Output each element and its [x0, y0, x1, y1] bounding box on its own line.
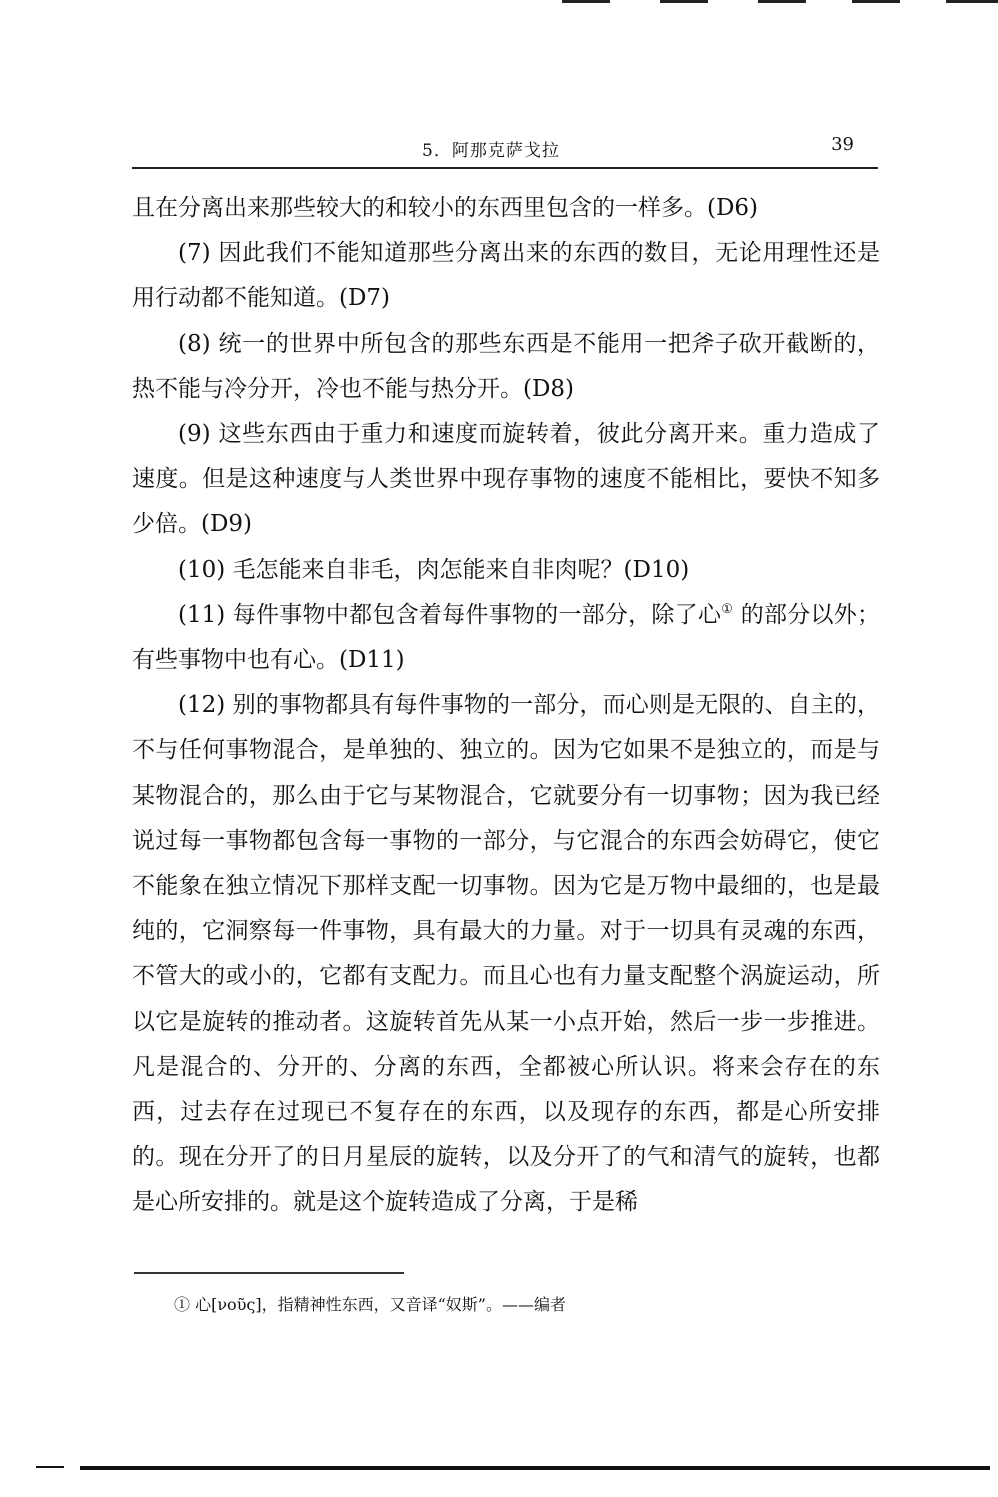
paragraph-9: (9) 这些东西由于重力和速度而旋转着，彼此分离开来。重力造成了速度。但是这种速度与人类世界中现存事物的速度不能相比，要快不知多少倍。(D9): [132, 421, 880, 538]
header-rule: [132, 167, 878, 169]
running-header: [132, 132, 878, 164]
body-text: [132, 186, 880, 1226]
top-scan-rule: [946, 0, 998, 3]
paragraph-11-text: (11) 每件事物中都包含着每件事物的一部分，除了心: [178, 601, 722, 628]
paragraph-continuation: 且在分离出来那些较大的和较小的东西里包含的一样多。(D6): [132, 195, 759, 221]
top-scan-rule: [660, 0, 708, 3]
paragraph-8: (8) 统一的世界中所包含的那些东西是不能用一把斧子砍开截断的，热不能与冷分开，冷也不能与热分开。(D8): [132, 330, 880, 402]
bottom-scan-rule: [80, 1466, 990, 1470]
chapter-title: 5．阿那克萨戈拉: [422, 141, 560, 161]
footnote-reference[interactable]: ①: [721, 601, 734, 617]
footnote: ① 心[νοῦς]，指精神性东西，又音译“奴斯”。——编者: [174, 1295, 566, 1314]
paragraph-11: [132, 593, 880, 683]
page-number: 39: [831, 134, 854, 155]
paragraph-12: (12) 别的事物都具有每件事物的一部分，而心则是无限的、自主的，不与任何事物混合，是单独的、独立的。因为它如果不是独立的，而是与某物混合的，那么由于它与某物混合，它就要分有一切事物；因为我已经说过每一事物都包含每一事物的一部分，与它混合的东西会妨碍它，使它不能象在独立情况下那样支配一切事物。因为它是万物中最细的，也是最纯的，它洞察每一件事物，具有最大的力量。对于一切具有灵魂的东西，不管大的或小的，它都有支配力。而且心也有力量支配整个涡旋运动，所以它是旋转的推动者。这旋转首先从某一小点开始，然后一步一步推进。凡是混合的、分开的、分离的东西，全都被心所认识。将来会存在的东西，过去存在过现已不复存在的东西，以及现存的东西，都是心所安排的。现在分开了的日月星辰的旋转，以及分开了的气和清气的旋转，也都是心所安排的。就是这个旋转造成了分离，于是稀: [132, 692, 880, 1216]
top-scan-rule: [562, 0, 610, 3]
bottom-scan-rule: [36, 1466, 64, 1468]
paragraph-10: (10) 毛怎能来自非毛，肉怎能来自非肉呢？(D10): [178, 556, 690, 583]
paragraph-11-text-end: 的部分以外；有些事物中也有心。(D11): [132, 601, 881, 674]
top-scan-rule: [852, 0, 900, 3]
footnote-rule: [134, 1272, 404, 1274]
top-scan-rule: [758, 0, 806, 3]
paragraph-7: (7) 因此我们不能知道那些分离出来的东西的数目，无论用理性还是用行动都不能知道。(D7): [132, 240, 880, 312]
